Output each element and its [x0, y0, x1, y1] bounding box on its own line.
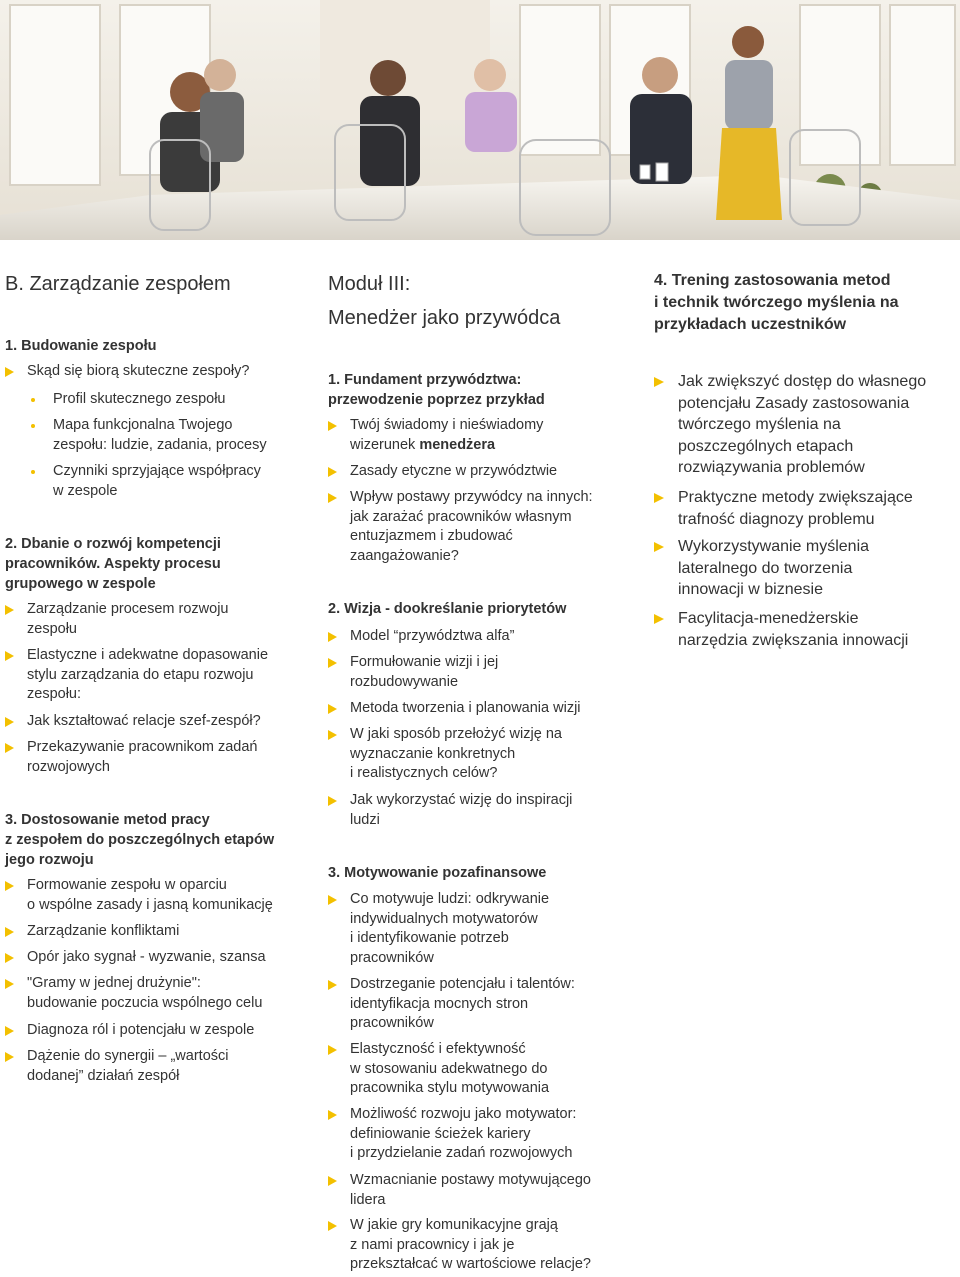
list-item [5, 1021, 254, 1041]
list-item [328, 488, 593, 566]
list-item-text: Co motywuje ludzi: odkrywanie [350, 891, 550, 907]
sub-list-item [5, 462, 261, 501]
list-item-text: narzędzia zwiększania innowacji [678, 631, 909, 649]
list-item [5, 600, 228, 639]
arrow-bullet-icon [654, 377, 664, 387]
list-item [328, 890, 549, 968]
subsection-title-text: pracowników. [5, 556, 101, 572]
sub-list-item [5, 390, 226, 410]
list-item [5, 974, 262, 1013]
list-item-text: Dostrzeganie potencjału i talentów: [350, 976, 575, 992]
list-item-text: wyznaczanie konkretnych [350, 745, 516, 762]
list-item [328, 1171, 591, 1210]
list-item-text: twórczego myślenia na [678, 416, 841, 433]
arrow-bullet-icon [328, 1110, 337, 1120]
list-item-text: i przydzielanie zadań rozwojowych [350, 1145, 573, 1161]
list-item-text: entuzjazmem i zbudować [350, 528, 513, 544]
list-item-text: Czynniki sprzyjające współpracy [53, 463, 261, 479]
list-item [328, 627, 514, 647]
list-item-text: Facylitacja-menedżerskie [678, 610, 859, 627]
subsection-title-text: 3. Dostosowanie metod pracy [5, 812, 210, 828]
list-item [5, 362, 249, 382]
subsection-title-text: z zespołem do poszczególnych etapów [5, 832, 275, 848]
list-item-text: Metoda tworzenia i planowania wizji [350, 700, 581, 716]
subsection-title-text: 3. Motywowanie pozafinansowe [328, 865, 547, 881]
arrow-bullet-icon [328, 1045, 337, 1055]
arrow-bullet-icon [328, 493, 337, 503]
subsection-title-text: i technik twórczego myślenia na [654, 294, 899, 311]
arrow-bullet-icon [5, 979, 14, 989]
list-item-text: rozwiązywania problemów [678, 459, 865, 476]
arrow-bullet-icon [5, 881, 14, 891]
subsection-title-text: przewodzenie poprzez przykład [328, 392, 545, 408]
list-item-text: zespołu: [27, 686, 82, 702]
list-item-text: pracowników [350, 1015, 434, 1031]
list-item-text: poszczególnych etapach [678, 437, 854, 455]
arrow-bullet-icon [328, 895, 337, 905]
arrow-bullet-icon [5, 367, 14, 377]
list-item [5, 922, 179, 942]
subsection-title [5, 810, 274, 870]
arrow-bullet-icon [328, 1221, 337, 1231]
list-item-text: W jaki sposób przełożyć wizję na [350, 726, 562, 742]
list-item-text: w zespole [53, 482, 118, 499]
list-item [5, 948, 266, 968]
list-item [654, 371, 926, 479]
list-item-text: zespołu [27, 620, 77, 637]
list-item-text: trafność diagnozy problemu [678, 510, 875, 528]
module-title-line1: Moduł III: [328, 273, 411, 295]
list-item [328, 416, 543, 455]
list-item-text: Formowanie zespołu w oparciu [27, 877, 227, 893]
list-item-text: lateralnego do tworzenia [678, 559, 853, 577]
team-meeting-photo [0, 0, 960, 240]
list-item [5, 876, 273, 915]
list-item-text: "Gramy w jednej drużynie": [27, 975, 201, 991]
arrow-bullet-icon [328, 658, 337, 668]
list-item-text: dodanej” działań zespół [27, 1067, 180, 1084]
list-item-text: indywidualnych motywatorów [350, 910, 538, 927]
arrow-bullet-icon [328, 730, 337, 740]
list-item-text: przekształcać w wartościowe relacje? [350, 1256, 591, 1272]
list-item-text: rozwojowych [27, 758, 110, 775]
arrow-bullet-icon [5, 953, 14, 963]
list-item [654, 608, 908, 651]
subsection-title-text: Aspekty procesu [100, 556, 221, 572]
arrow-bullet-icon [5, 717, 14, 727]
dot-bullet-icon [31, 398, 35, 402]
list-item [328, 1105, 576, 1164]
meeting-illustration [0, 0, 960, 240]
list-item-text: Profil skutecznego zespołu [53, 391, 226, 407]
list-item-text: Dążenie do synergii – „wartości [27, 1048, 229, 1064]
list-item [328, 1040, 549, 1099]
list-item-emphasis: menedżera [419, 436, 496, 453]
list-item-text: Wykorzystywanie myślenia [678, 538, 870, 555]
list-item-text: definiowanie ścieżek kariery [350, 1125, 531, 1142]
list-item-text: Praktyczne metody zwiększające [678, 489, 913, 506]
arrow-bullet-icon [5, 1026, 14, 1036]
arrow-bullet-icon [5, 743, 14, 753]
list-item-text: wizerunek [350, 436, 420, 453]
list-item-text: Zarządzanie konfliktami [27, 923, 180, 939]
list-item-text: zaangażowanie? [350, 547, 459, 564]
arrow-bullet-icon [328, 1176, 337, 1186]
list-item-text: lidera [350, 1191, 386, 1208]
list-item-text: w stosowaniu adekwatnego do [350, 1060, 548, 1077]
list-item-text: pracowników [350, 949, 434, 966]
list-item-text: Formułowanie wizji i jej [350, 654, 499, 670]
list-item-text: Jak kształtować relacje szef-zespół? [27, 713, 261, 729]
subsection-title-text: 2. Wizja - dookreślanie priorytetów [328, 601, 567, 617]
subsection-title-text: grupowego w zespole [5, 576, 156, 592]
list-item-text: Zarządzanie procesem rozwoju [27, 601, 229, 617]
list-item-text: Elastyczne i adekwatne dopasowanie [27, 647, 269, 663]
list-item-text: Jak wykorzystać wizję do inspiracji [350, 792, 573, 808]
list-item-text: pracownika stylu motywowania [350, 1080, 550, 1096]
subsection-title [5, 336, 156, 356]
list-item-text: rozbudowywanie [350, 673, 459, 690]
list-item-text: budowanie poczucia wspólnego celu [27, 994, 263, 1011]
subsection-title-text: 1. Budowanie zespołu [5, 338, 157, 354]
list-item [5, 712, 261, 732]
list-item [328, 653, 498, 692]
arrow-bullet-icon [328, 704, 337, 714]
subsection-title [654, 270, 899, 336]
list-item-text: z nami pracownicy i jak je [350, 1236, 515, 1253]
list-item [5, 738, 258, 777]
sub-list-item [5, 416, 267, 455]
arrow-bullet-icon [5, 605, 14, 615]
list-item [654, 536, 869, 601]
arrow-bullet-icon [328, 980, 337, 990]
list-item-text: Jak zwiększyć dostęp do własnego [678, 373, 927, 390]
list-item-text: ludzi [350, 811, 380, 828]
subsection-title-text: jego rozwoju [5, 852, 94, 868]
arrow-bullet-icon [654, 493, 664, 503]
list-item [328, 975, 575, 1034]
list-item-text: Elastyczność i efektywność [350, 1041, 526, 1057]
list-item-text: Opór jako sygnał - wyzwanie, szansa [27, 949, 266, 965]
list-item-text: Przekazywanie pracownikom zadań [27, 739, 258, 755]
section-title: B. Zarządzanie zespołem [5, 273, 231, 295]
list-item [328, 791, 572, 830]
list-item-text: Model “przywództwa alfa” [350, 628, 515, 644]
subsection-title-text: 4. Trening zastosowania metod [654, 272, 891, 289]
dot-bullet-icon [31, 470, 35, 474]
list-item-text: o wspólne zasady i jasną komunikację [27, 896, 273, 913]
list-item-text: Zasady etyczne w przywództwie [350, 463, 558, 479]
subsection-title [328, 370, 545, 410]
list-item [328, 725, 562, 784]
list-item-text: Możliwość rozwoju jako motywator: [350, 1106, 577, 1122]
list-item-text: i realistycznych celów? [350, 765, 498, 781]
list-item-text: Skąd się biorą skuteczne zespoły? [27, 363, 250, 379]
arrow-bullet-icon [5, 651, 14, 661]
subsection-title [5, 534, 221, 594]
arrow-bullet-icon [654, 542, 664, 552]
list-item [654, 487, 913, 530]
arrow-bullet-icon [328, 467, 337, 477]
list-item-text: Diagnoza ról i potencjału w zespole [27, 1022, 255, 1038]
arrow-bullet-icon [328, 796, 337, 806]
dot-bullet-icon [31, 424, 35, 428]
list-item [328, 1216, 591, 1275]
list-item [328, 462, 557, 482]
list-item-text: identyfikacja mocnych stron [350, 995, 529, 1012]
list-item-text: Twój świadomy i nieświadomy [350, 417, 544, 433]
list-item-text: W jakie gry komunikacyjne grają [350, 1217, 558, 1233]
list-item [5, 646, 268, 705]
list-item-text: Wpływ postawy przywódcy na innych: [350, 489, 593, 505]
list-item-text: stylu zarządzania do etapu rozwoju [27, 666, 254, 683]
arrow-bullet-icon [5, 1052, 14, 1062]
arrow-bullet-icon [328, 421, 337, 431]
list-item-text: Mapa funkcjonalna Twojego [53, 417, 233, 433]
subsection-title-text: 2. Dbanie o rozwój kompetencji [5, 536, 221, 552]
list-item [5, 1047, 228, 1086]
arrow-bullet-icon [328, 632, 337, 642]
list-item-text: potencjału Zasady zastosowania [678, 394, 910, 412]
list-item-text: zespołu: ludzie, zadania, procesy [53, 436, 267, 453]
list-item-text: jak zarażać pracowników własnym [350, 508, 572, 525]
subsection-title [328, 599, 566, 619]
arrow-bullet-icon [654, 614, 664, 624]
subsection-title-text: przykładach uczestników [654, 316, 847, 333]
list-item-text: i identyfikowanie potrzeb [350, 930, 509, 946]
arrow-bullet-icon [5, 927, 14, 937]
list-item [328, 699, 581, 719]
module-title-line2: Menedżer jako przywódca [328, 307, 561, 329]
list-item-text: innowacji w biznesie [678, 581, 823, 598]
subsection-title-text: 1. Fundament przywództwa: [328, 372, 522, 388]
subsection-title [328, 863, 546, 883]
list-item-text: Wzmacnianie postawy motywującego [350, 1172, 591, 1188]
